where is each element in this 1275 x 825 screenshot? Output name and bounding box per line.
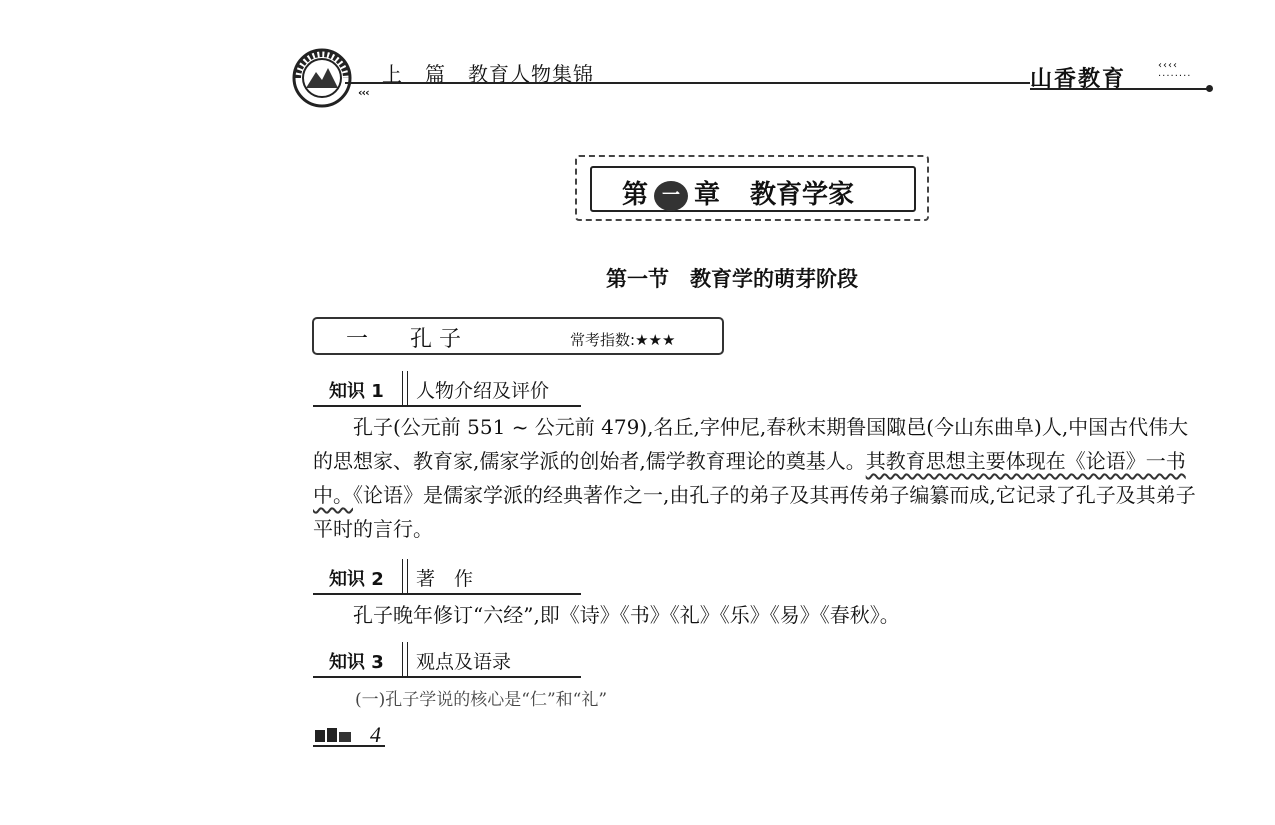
paragraph-viewpoint: (一)孔子学说的核心是“仁”和“礼” bbox=[355, 690, 608, 710]
biography-text: 孔子(公元前 551 ~ 公元前 479),名丘,字仲尼,春秋末期鲁国陬邑(今山东曲阜)人,中国古代伟大的思想家、教育家,儒家学派的创始者,儒学教育理论的奠基人。 bbox=[313, 415, 1189, 473]
page-number: 4 bbox=[370, 722, 381, 747]
biography-key-point: 其教育思想主要体现在《论语》一书中。 bbox=[313, 449, 1186, 507]
header-chevrons: ‹‹‹ bbox=[358, 86, 369, 99]
part-char: 上 bbox=[382, 62, 403, 86]
part-label: 篇 bbox=[425, 62, 446, 86]
brand-name: 山香教育 bbox=[1030, 66, 1127, 92]
knowledge-label: 知识 2 bbox=[329, 569, 384, 590]
knowledge-title: 著 作 bbox=[416, 568, 474, 590]
knowledge-heading bbox=[313, 642, 581, 678]
paragraph-biography bbox=[313, 410, 1203, 546]
section-title: 第一节 教育学的萌芽阶段 bbox=[606, 267, 858, 291]
biography-text-end: 《论语》是儒家学派的经典著作之一,由孔子的弟子及其再传弟子编纂而成,它记录了孔子及其弟子平时的言行。 bbox=[313, 483, 1196, 541]
topic-number: 一 bbox=[346, 327, 369, 352]
knowledge-label: 知识 1 bbox=[329, 381, 384, 402]
rating-stars: ★★★ bbox=[635, 331, 676, 349]
part-title: 教育人物集锦 bbox=[468, 62, 594, 86]
knowledge-title: 人物介绍及评价 bbox=[416, 380, 550, 402]
brand-decoration-icon: ‹‹‹‹ ········ bbox=[1158, 60, 1192, 82]
knowledge-heading bbox=[313, 371, 581, 407]
header-dot-icon bbox=[1206, 85, 1213, 92]
topic-title bbox=[346, 322, 461, 353]
publisher-logo-icon bbox=[292, 48, 352, 108]
knowledge-divider bbox=[402, 371, 408, 407]
knowledge-title: 观点及语录 bbox=[416, 651, 512, 673]
header-rule bbox=[345, 82, 1030, 84]
knowledge-heading bbox=[313, 559, 581, 595]
knowledge-divider bbox=[402, 559, 408, 595]
chapter-suffix: 章 bbox=[694, 180, 721, 210]
paragraph-works: 孔子晚年修订“六经”,即《诗》《书》《礼》《乐》《易》《春秋》。 bbox=[353, 603, 900, 627]
chapter-number: 一 bbox=[654, 181, 688, 211]
page-number-rule bbox=[313, 745, 385, 747]
knowledge-label: 知识 3 bbox=[329, 652, 384, 673]
topic-name: 孔 子 bbox=[410, 327, 462, 352]
rating-label: 常考指数: bbox=[570, 331, 636, 349]
chapter-prefix: 第 bbox=[622, 180, 649, 210]
page-ornament-icon bbox=[313, 726, 353, 742]
knowledge-divider bbox=[402, 642, 408, 678]
chapter-name: 教育学家 bbox=[750, 180, 855, 210]
topic-rating bbox=[570, 329, 675, 350]
chapter-title bbox=[622, 174, 854, 211]
